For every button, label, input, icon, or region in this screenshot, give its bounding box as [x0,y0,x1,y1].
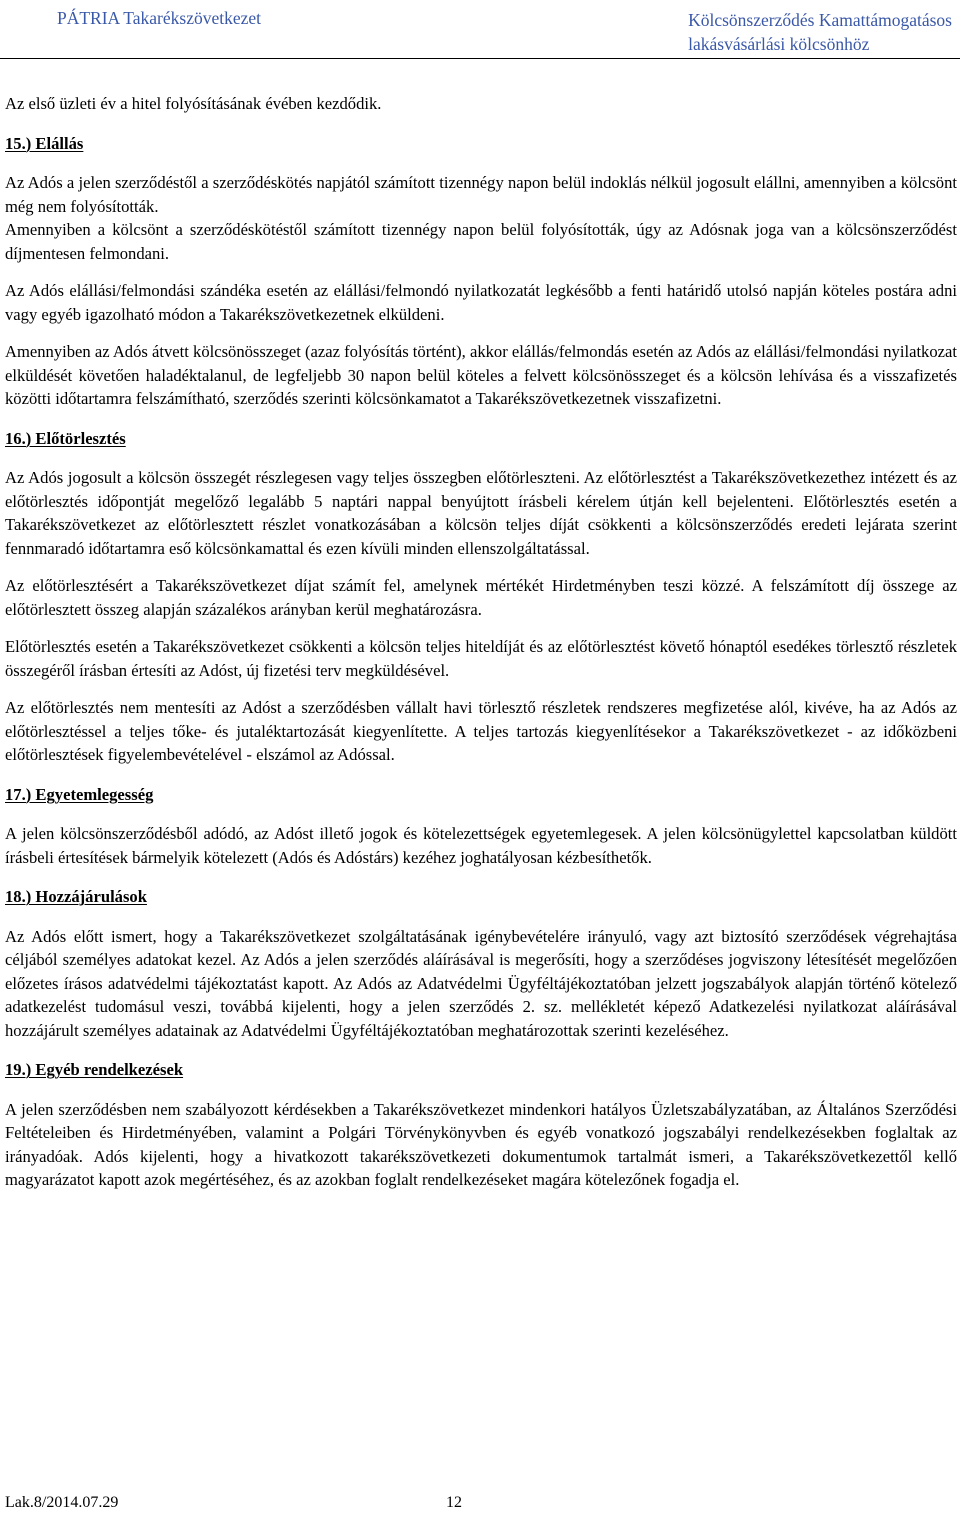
intro-paragraph: Az első üzleti év a hitel folyósításának évében kezdődik. [5,94,382,113]
section-18-paragraph-1: Az Adós előtt ismert, hogy a Takarékszövetkezet szolgáltatásának igénybevételére irányuló, vagy azt biztosító szerződések végrehajtása céljából személyes adatokat kezel. Az Adós a jelen szerződés aláírásával is megerősíti, hogy a szerződéses jogviszony létesítését megelőzően előzetes írásos adatvédelmi tájékoztatást kapott. Az Adós az Adatvédelmi Ügyféltájékoztatóban jelzett jogszabályok alapján történő kötelező adatkezelést tudomásul veszi, továbbá kijelenti, hogy a jelen szerződés 2. sz. mellékletét képező Adatkezelési nyilatkozat aláírásával hozzájárult személyes adatainak az Adatvédelmi Ügyféltájékoztatóban meghatározottak szerinti kezeléséhez. [5,926,957,1040]
header-title-line-1: Kölcsönszerződés Kamattámogatásos [688,10,952,30]
footer-page-number: 12 [446,1494,462,1511]
footer-document-reference: Lak.8/2014.07.29 [5,1494,119,1511]
section-16-heading: 16.) Előtörlesztés [5,428,126,448]
document-body [5,92,957,1192]
section-19-paragraph-1: A jelen szerződésben nem szabályozott kérdésekben a Takarékszövetkezet mindenkori hatályos Üzletszabályzatában, az Általános Szerződési Feltételeiben és Hirdetményében, valamint a Polgári Törvénykönyvben és egyéb vonatkozó jogszabályi rendelkezésekben foglaltak az irányadóak. Adós kijelenti, hogy a hivatkozott takarékszövetkezeti dokumentumok tartalmát ismeri, a Takarékszövetkezettől kellő magyarázatot kapott azok megértéséhez, és az azokban foglalt rendelkezéseket magára kötelezőnek fogadja el. [5,1099,957,1189]
section-18-heading: 18.) Hozzájárulások [5,887,147,906]
header-institution-name: PÁTRIA Takarékszövetkezet [57,8,262,28]
section-17-paragraph-1: A jelen kölcsönszerződésből adódó, az Adóst illető jogok és kötelezettségek egyetemlegesek. A jelen kölcsönügylettel kapcsolatban küldött írásbeli értesítések bármelyik kötelezett (Adós és Adóstárs) kezéhez joghatályosan kézbesíthetők. [5,824,957,867]
section-19-heading: 19.) Egyéb rendelkezések [5,1060,184,1079]
header-document-title [688,8,952,56]
section-17-heading: 17.) Egyetemlegesség [5,784,154,804]
section-15-paragraph-2: Amennyiben a kölcsönt a szerződéskötéstől számított tizennégy napon belül folyósították, úgy az Adósnak joga van a kölcsönszerződést díjmentesen felmondani. [5,220,957,263]
section-16-paragraph-3: Előtörlesztés esetén a Takarékszövetkezet csökkenti a kölcsön teljes hiteldíját és az előtörlesztést követő hónaptól esedékes törlesztő részletek összegéről írásban értesíti az Adóst, új fizetési terv megküldésével. [5,637,957,680]
section-16-paragraph-1: Az Adós jogosult a kölcsön összegét részlegesen vagy teljes összegben előtörleszteni. Az előtörlesztést a Takarékszövetkezethez intézett és az előtörlesztés időpontját megelőző legalább 5 naptári nappal benyújtott írásbeli kérelem útján kell bejelenteni. Előtörlesztés esetén a Takarékszövetkezet az előtörlesztett részlet vonatkozásában a kölcsön teljes díját csökkenti a kölcsönszerződés eredeti lejárata szerint fennmaradó időtartamra eső kölcsönkamattal és ezen kívüli minden ellenszolgáltatással. [5,468,957,558]
section-16-paragraph-2: Az előtörlesztésért a Takarékszövetkezet díjat számít fel, amelynek mértékét Hirdetményben teszi közzé. A felszámított díj összege az előtörlesztett összeg alapján százalékos arányban kerül meghatározásra. [5,576,957,619]
section-16-paragraph-4: Az előtörlesztés nem mentesíti az Adóst a szerződésben vállalt havi törlesztő részletek rendszeres megfizetése alól, kivéve, ha az Adós az előtörlesztéssel a teljes tőke- és jutaléktartozását kiegyenlítette. A teljes tartozás kiegyenlítésekor a Takarékszövetkezet - az időközbeni előtörlesztések figyelembevételével - elszámol az Adóssal. [5,698,957,764]
section-15-heading: 15.) Elállás [5,133,84,153]
header-title-line-2: lakásvásárlási kölcsönhöz [688,34,870,54]
page-header [0,4,960,59]
section-15-paragraph-1: Az Adós a jelen szerződéstől a szerződéskötés napjától számított tizennégy napon belül indoklás nélkül jogosult elállni, amennyiben a kölcsönt még nem folyósították. [5,173,957,216]
section-15-paragraph-3: Az Adós elállási/felmondási szándéka esetén az elállási/felmondó nyilatkozatát legkésőbb a fenti határidő utolsó napján köteles postára adni vagy egyéb igazolható módon a Takarékszövetkezetnek elküldeni. [5,281,957,324]
section-15-paragraph-4: Amennyiben az Adós átvett kölcsönösszeget (azaz folyósítás történt), akkor elállás/felmondás esetén az Adós az elállási/felmondási nyilatkozat elküldését követően haladéktalanul, de legfeljebb 30 napon belül köteles a felvett kölcsönösszeget és a kölcsön lehívása és a visszafizetés közötti időtartamra felszámítható, szerződés szerinti kölcsönkamatot a Takarékszövetkezetnek visszafizetni. [5,342,957,408]
